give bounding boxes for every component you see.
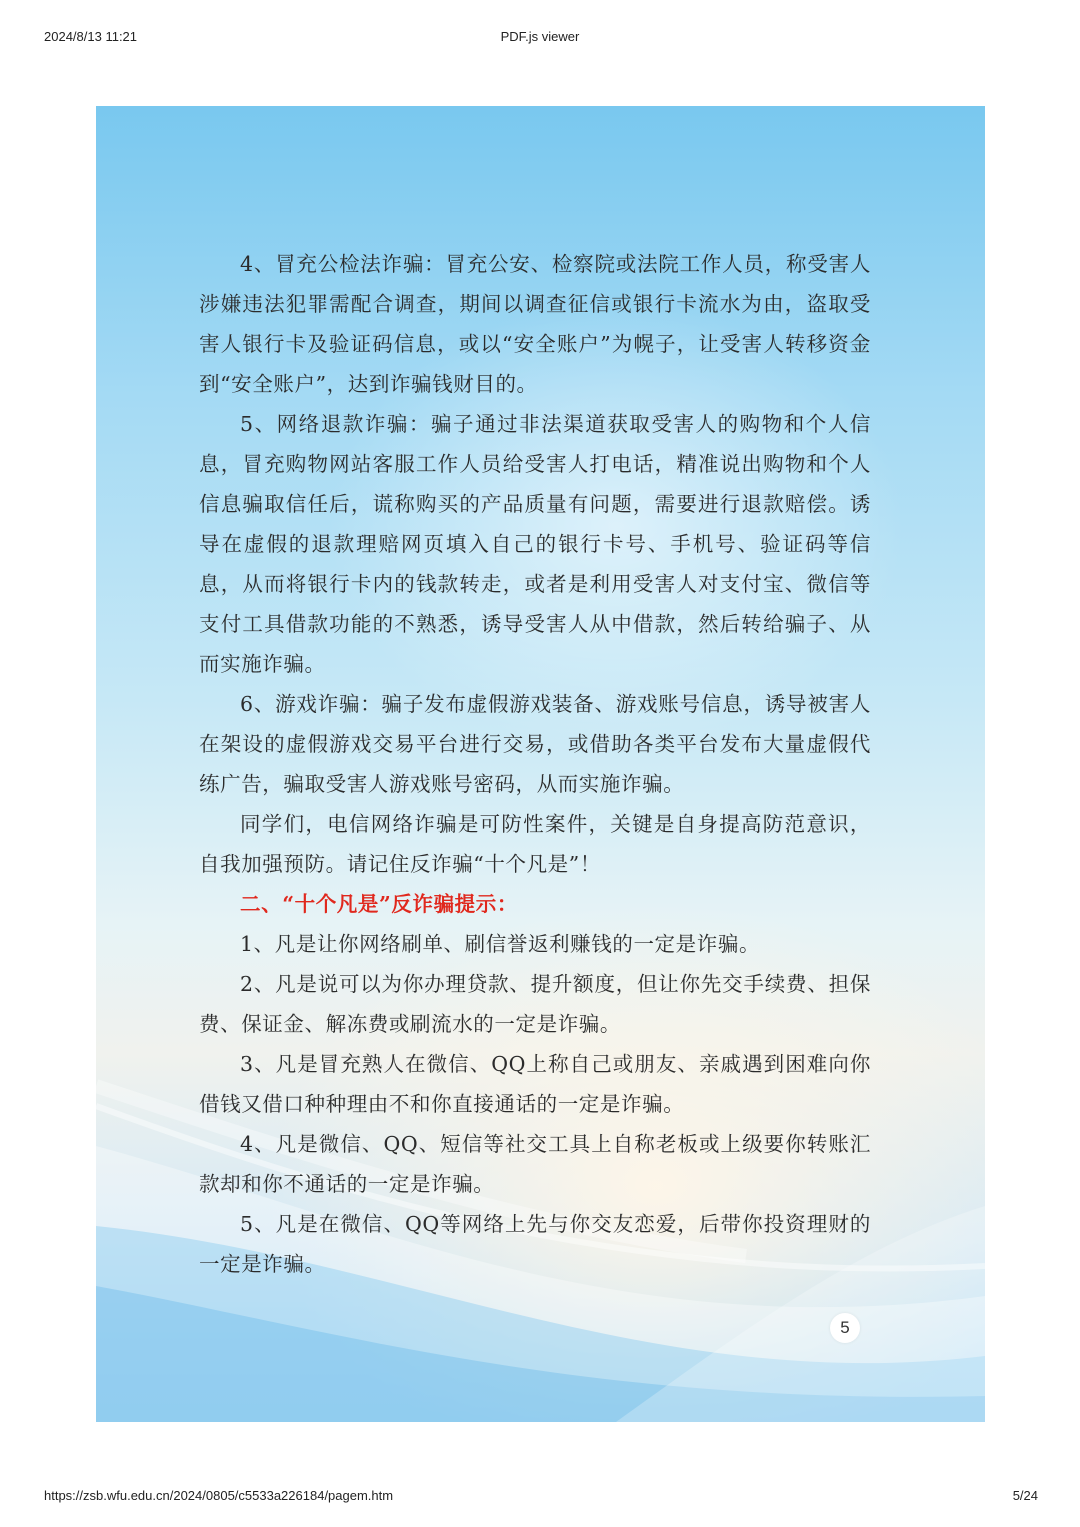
page-number-badge: 5 (830, 1313, 860, 1343)
paragraph: 同学们，电信网络诈骗是可防性案件，关键是自身提高防范意识，自我加强预防。请记住反诈骗“十个凡是”！ (199, 812, 871, 876)
document-page (96, 106, 985, 1422)
paragraph: 4、凡是微信、QQ、短信等社交工具上自称老板或上级要你转账汇款却和你不通话的一定是诈骗。 (199, 1132, 871, 1196)
paragraph: 5、网络退款诈骗：骗子通过非法渠道获取受害人的购物和个人信息，冒充购物网站客服工作人员给受害人打电话，精准说出购物和个人信息骗取信任后，谎称购买的产品质量有问题，需要进行退款赔偿。诱导在虚假的退款理赔网页填入自己的银行卡号、手机号、验证码等信息，从而将银行卡内的钱款转走，或者是利用受害人对支付宝、微信等支付工具借款功能的不熟悉，诱导受害人从中借款，然后转给骗子、从而实施诈骗。 (199, 412, 871, 676)
paragraph: 3、凡是冒充熟人在微信、QQ上称自己或朋友、亲戚遇到困难向你借钱又借口种种理由不和你直接通话的一定是诈骗。 (199, 1052, 871, 1116)
paragraph: 6、游戏诈骗：骗子发布虚假游戏装备、游戏账号信息，诱导被害人在架设的虚假游戏交易平台进行交易，或借助各类平台发布大量虚假代练广告，骗取受害人游戏账号密码，从而实施诈骗。 (199, 692, 871, 796)
print-datetime: 2024/8/13 11:21 (44, 29, 138, 44)
print-title: PDF.js viewer (500, 29, 580, 44)
document-body (199, 244, 871, 1284)
section-heading: 二、“十个凡是”反诈骗提示： (240, 892, 518, 916)
page-indicator: 5/24 (1012, 1488, 1038, 1503)
page-url: https://zsb.wfu.edu.cn/2024/0805/c5533a226184/pagem.htm (44, 1488, 394, 1503)
paragraph: 2、凡是说可以为你办理贷款、提升额度，但让你先交手续费、担保费、保证金、解冻费或刷流水的一定是诈骗。 (199, 972, 871, 1036)
paragraph: 5、凡是在微信、QQ等网络上先与你交友恋爱，后带你投资理财的一定是诈骗。 (199, 1212, 871, 1276)
paragraph: 4、冒充公检法诈骗：冒充公安、检察院或法院工作人员，称受害人涉嫌违法犯罪需配合调查，期间以调查征信或银行卡流水为由，盗取受害人银行卡及验证码信息，或以“安全账户”为幌子，让受害人转移资金到“安全账户”，达到诈骗钱财目的。 (199, 252, 871, 396)
paragraph: 1、凡是让你网络刷单、刷信誉返利赚钱的一定是诈骗。 (240, 932, 761, 956)
